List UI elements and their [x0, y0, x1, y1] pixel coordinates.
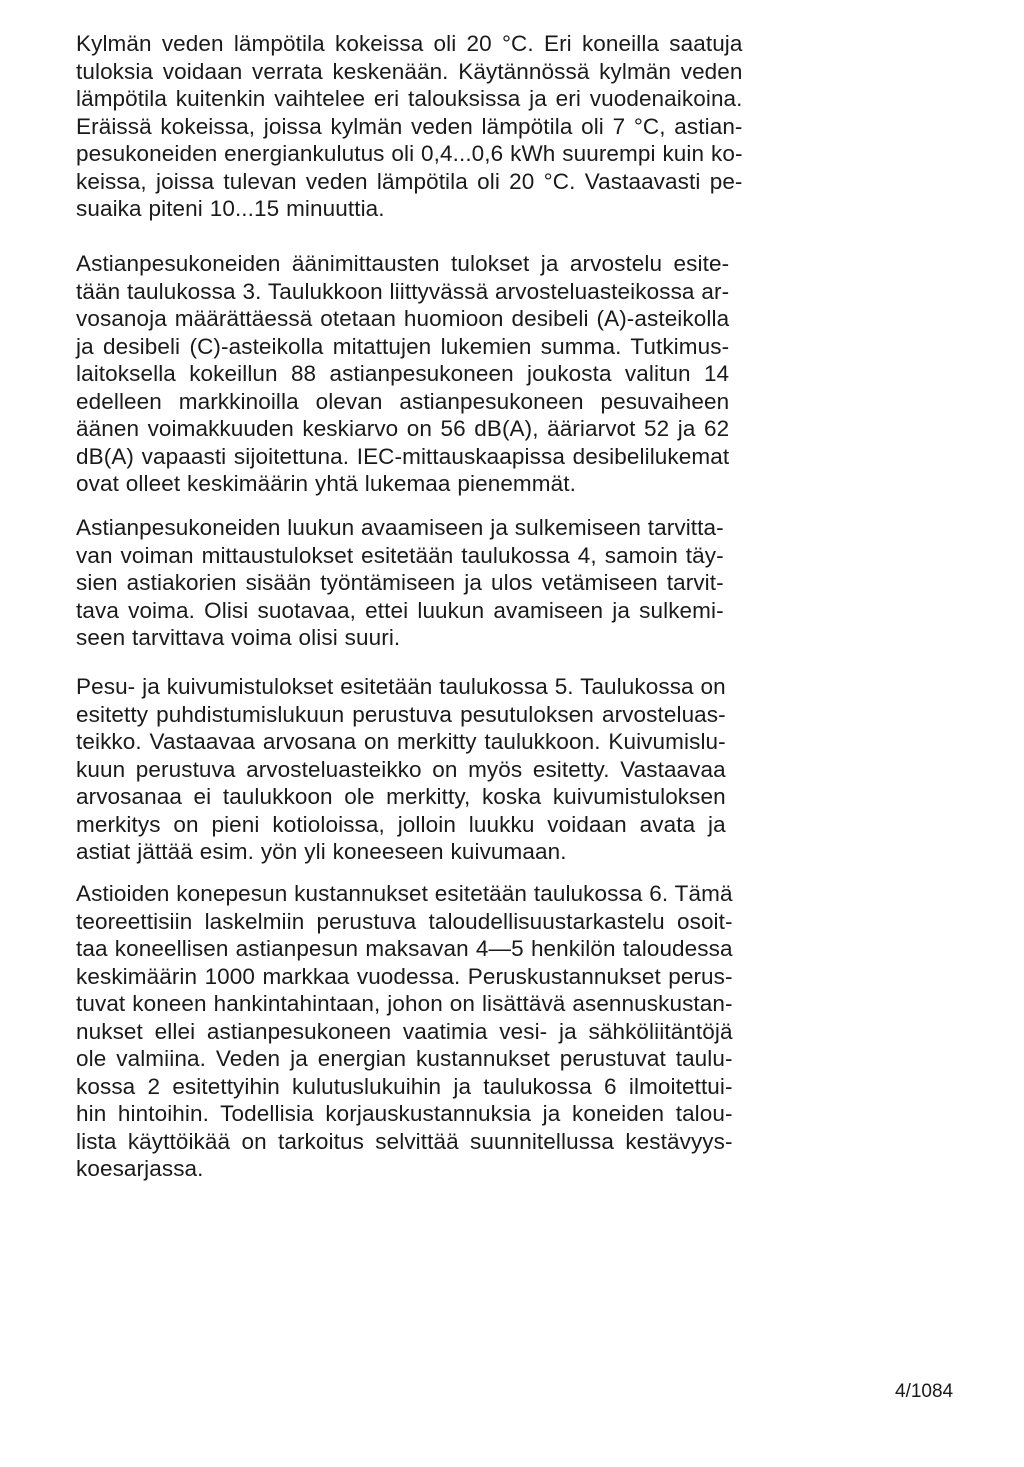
text-line: kuun perustuva arvosteluasteikko on myös esitetty. Vastaavaa: [76, 756, 726, 782]
text-line: ja desibeli (C)-asteikolla mitattujen lukemien summa. Tutkimus-: [76, 333, 730, 359]
text-line: ole valmiina. Veden ja energian kustannukset perustuvat taulu-: [76, 1046, 733, 1071]
text-line: esitetty puhdistumislukuun perustuva pesutuloksen arvosteluas-: [76, 701, 726, 727]
text-line: astiat jättää esim. yön yli koneeseen kuivumaan.: [76, 839, 567, 864]
text-line: van voiman mittaustulokset esitetään taulukossa 4, samoin täy-: [76, 542, 724, 568]
text-line: tuvat koneen hankintahintaan, johon on lisättävä asennuskustan-: [76, 991, 733, 1016]
paragraph-water-temperature: [76, 30, 743, 223]
paragraph-noise-measurements: [76, 250, 729, 498]
text-line: Pesu- ja kuivumistulokset esitetään taulukossa 5. Taulukossa on: [76, 674, 726, 699]
text-line: äänen voimakkuuden keskiarvo on 56 dB(A), ääriarvot 52 ja 62: [76, 416, 730, 441]
text-line: Astianpesukoneiden äänimittausten tulokset ja arvostelu esite-: [76, 251, 730, 276]
text-line: kossa 2 esitettyihin kulutuslukuihin ja taulukossa 6 ilmoitettui-: [76, 1073, 733, 1099]
text-line: merkitys on pieni kotioloissa, jolloin luukku voidaan avata ja: [76, 811, 726, 837]
text-line: seen tarvittava voima olisi suuri.: [76, 625, 401, 650]
text-line: koesarjassa.: [76, 1156, 204, 1181]
text-line: ovat olleet keskimäärin yhtä lukemaa pienemmät.: [76, 471, 576, 496]
text-line: hin hintoihin. Todellisia korjauskustannuksia ja koneiden talou-: [76, 1101, 733, 1126]
text-line: dB(A) vapaasti sijoitettuna. IEC-mittauskaapissa desibelilukemat: [76, 443, 730, 469]
text-line: suaika piteni 10...15 minuuttia.: [76, 196, 385, 221]
text-line: nukset ellei astianpesukoneen vaatimia vesi- ja sähköliitäntöjä: [76, 1018, 733, 1044]
text-line: keissa, joissa tulevan veden lämpötila oli 20 °C. Vastaavasti pe-: [76, 168, 743, 194]
paragraph-costs: [76, 880, 733, 1183]
text-line: tava voima. Olisi suotavaa, ettei luukun avamiseen ja sulkemi-: [76, 597, 724, 623]
text-line: Eräissä kokeissa, joissa kylmän veden lämpötila oli 7 °C, astian-: [76, 113, 743, 139]
page-number: 4/1084: [895, 1381, 954, 1402]
text-line: Kylmän veden lämpötila kokeissa oli 20 °C. Eri koneilla saatuja: [76, 31, 743, 56]
text-line: tään taulukossa 3. Taulukkoon liittyvässä arvosteluasteikossa ar-: [76, 278, 730, 304]
text-line: lista käyttöikää on tarkoitus selvittää suunnitellussa kestävyys-: [76, 1128, 733, 1154]
text-line: teoreettisiin laskelmiin perustuva taloudellisuustarkastelu osoit-: [76, 908, 733, 934]
paragraph-washing-drying: [76, 673, 726, 866]
text-line: vosanoja määrättäessä otetaan huomioon desibeli (A)-asteikolla: [76, 306, 730, 331]
text-line: Astioiden konepesun kustannukset esitetään taulukossa 6. Tämä: [76, 881, 733, 906]
text-line: edelleen markkinoilla olevan astianpesukoneen pesuvaiheen: [76, 388, 730, 414]
text-line: laitoksella kokeillun 88 astianpesukoneen joukosta valitun 14: [76, 361, 730, 386]
text-line: tuloksia voidaan verrata keskenään. Käytännössä kylmän veden: [76, 58, 743, 84]
text-line: teikko. Vastaavaa arvosana on merkitty taulukkoon. Kuivumislu-: [76, 729, 726, 754]
text-line: pesukoneiden energiankulutus oli 0,4...0,6 kWh suurempi kuin ko-: [76, 141, 743, 166]
text-line: lämpötila kuitenkin vaihtelee eri talouksissa ja eri vuodenaikoina.: [76, 86, 743, 111]
text-line: Astianpesukoneiden luukun avaamiseen ja sulkemiseen tarvitta-: [76, 515, 724, 540]
text-line: taa koneellisen astianpesun maksavan 4—5 henkilön taloudessa: [76, 936, 733, 961]
text-line: keskimäärin 1000 markkaa vuodessa. Peruskustannukset perus-: [76, 963, 733, 989]
text-line: sien astiakorien sisään työntämiseen ja ulos vetämiseen tarvit-: [76, 570, 724, 595]
text-line: arvosanaa ei taulukkoon ole merkitty, koska kuivumistuloksen: [76, 784, 726, 809]
paragraph-door-force: [76, 514, 724, 652]
